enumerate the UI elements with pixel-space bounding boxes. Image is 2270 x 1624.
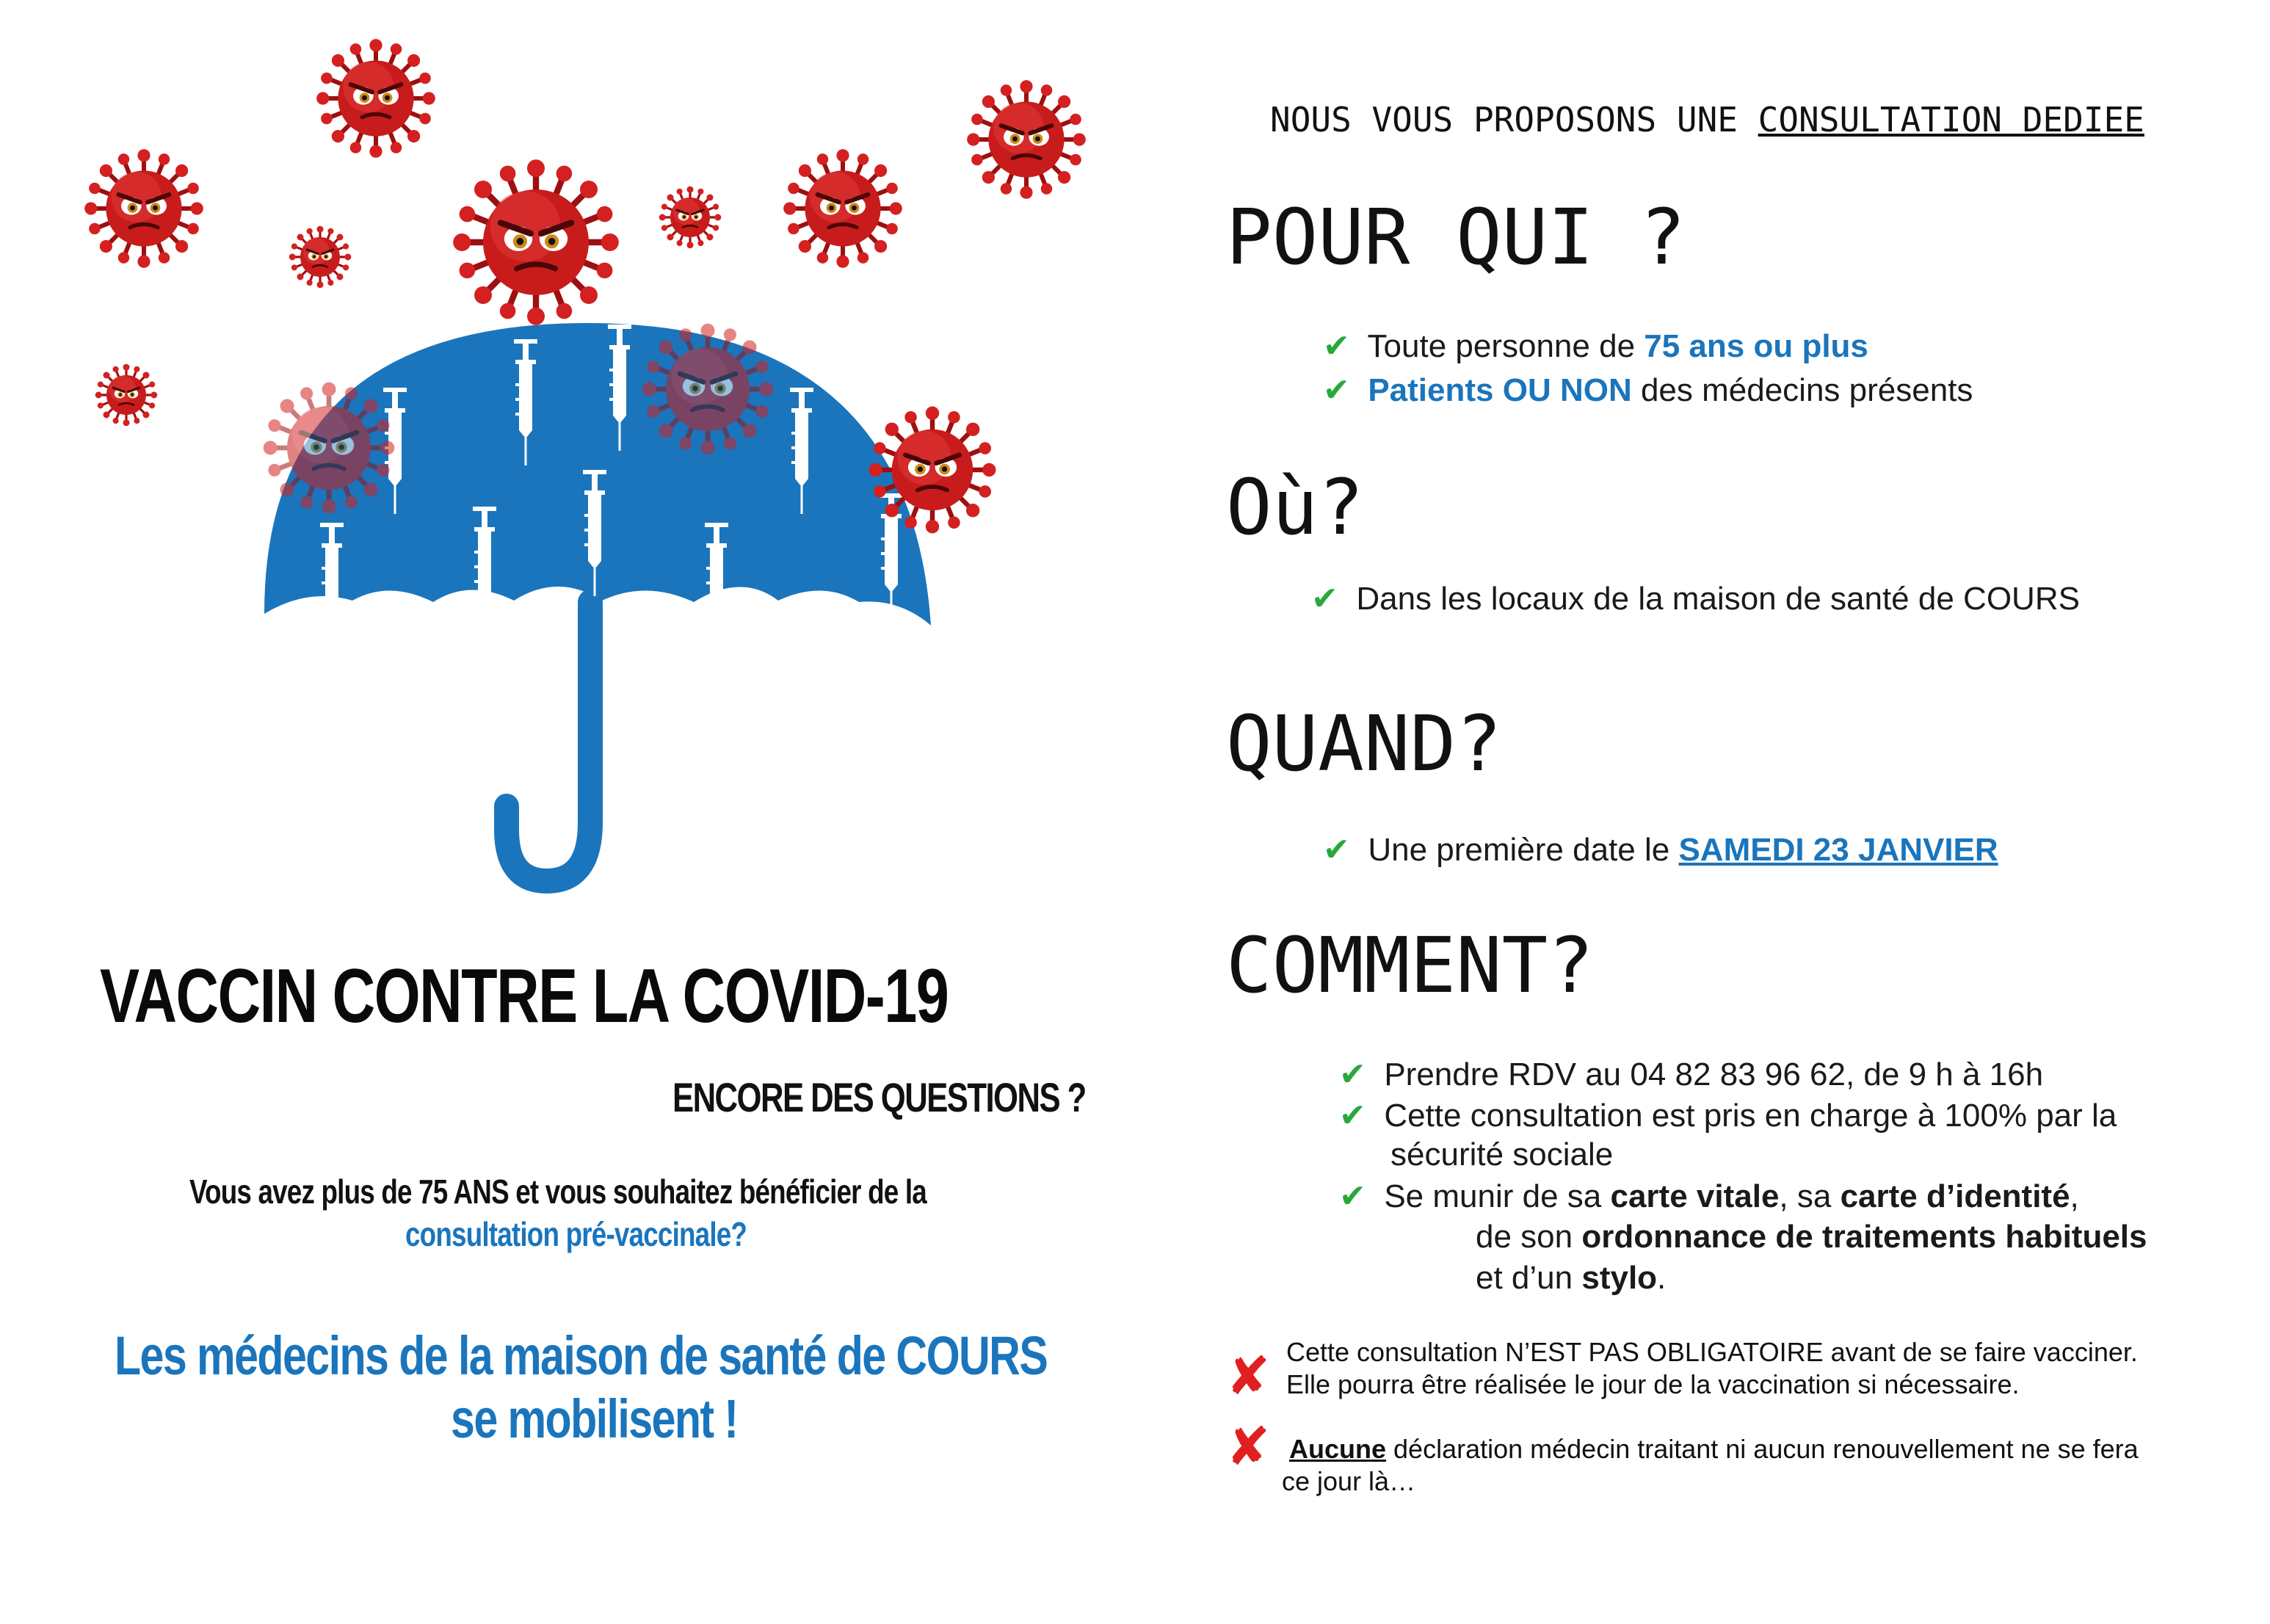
intro-line-2: consultation pré-vaccinale? [405,1215,747,1253]
list-item: ✔ Prendre RDV au 04 82 83 96 62, de 9 h à 16h [1339,1056,2044,1093]
virus-icon [659,186,722,249]
check-icon: ✔ [1339,1097,1366,1134]
heading-ou: Où? [1226,463,1364,552]
mobilise-line-1: Les médecins de la maison de santé de COURS [115,1325,1048,1386]
consultation-header [1270,100,2144,139]
note-not-mandatory: Cette consultation N’EST PAS OBLIGATOIRE avant de se faire vacciner. Elle pourra être réalisée le jour de la vaccination si nécessaire. [1286,1337,2138,1399]
heading-quand: QUAND? [1226,699,1502,789]
virus-icon [84,149,203,268]
virus-icon [289,226,352,289]
virus-icon [869,407,996,534]
main-title: VACCIN CONTRE LA COVID-19 [100,954,949,1039]
list-item-continued: de son ordonnance de traitements habituels [1476,1219,2147,1255]
note-no-declaration: Aucune déclaration médecin traitant ni aucun renouvellement ne se fera ce jour là… [1282,1434,2139,1496]
check-icon: ✔ [1311,580,1338,617]
cross-icon: ✘ [1226,1345,1271,1407]
check-icon: ✔ [1323,327,1350,365]
virus-icon [783,149,902,268]
check-icon: ✔ [1323,371,1350,409]
cross-icon: ✘ [1226,1415,1271,1477]
date-link[interactable]: SAMEDI 23 JANVIER [1678,832,1998,868]
check-icon: ✔ [1323,831,1350,869]
virus-icon [264,383,395,514]
virus-icon [967,80,1086,199]
virus-icon [316,39,435,158]
list-item: ✔ Patients OU NON des médecins présents [1323,371,1973,409]
virus-icon [95,364,158,427]
heading-pour-qui: POUR QUI ? [1226,192,1686,282]
questions-subtitle: ENCORE DES QUESTIONS ? [672,1074,1086,1120]
header-prefix: NOUS VOUS PROPOSONS UNE [1270,100,1758,139]
check-icon: ✔ [1339,1056,1366,1093]
list-item-continued: et d’un stylo. [1476,1260,1667,1296]
list-item: ✔ Se munir de sa carte vitale, sa carte d’identité, [1339,1178,2079,1215]
header-consultation: CONSULTATION DEDIEE [1758,100,2144,139]
list-item: ✔ Une première date le SAMEDI 23 JANVIER [1323,831,1998,869]
list-item: ✔ Toute personne de 75 ans ou plus [1323,327,1868,365]
intro-line-1: Vous avez plus de 75 ANS et vous souhaitez bénéficier de la [189,1172,927,1211]
virus-icon [453,159,619,325]
list-item-continued: sécurité sociale [1390,1137,1614,1172]
check-icon: ✔ [1339,1178,1366,1215]
virus-icon [642,324,774,455]
list-item: ✔ Cette consultation est pris en charge à 100% par la [1339,1097,2117,1134]
list-item: ✔ Dans les locaux de la maison de santé de COURS [1311,580,2080,617]
mobilise-line-2: se mobilisent ! [451,1388,738,1449]
heading-comment: COMMENT? [1226,921,1594,1010]
umbrella-illustration [0,0,1145,903]
